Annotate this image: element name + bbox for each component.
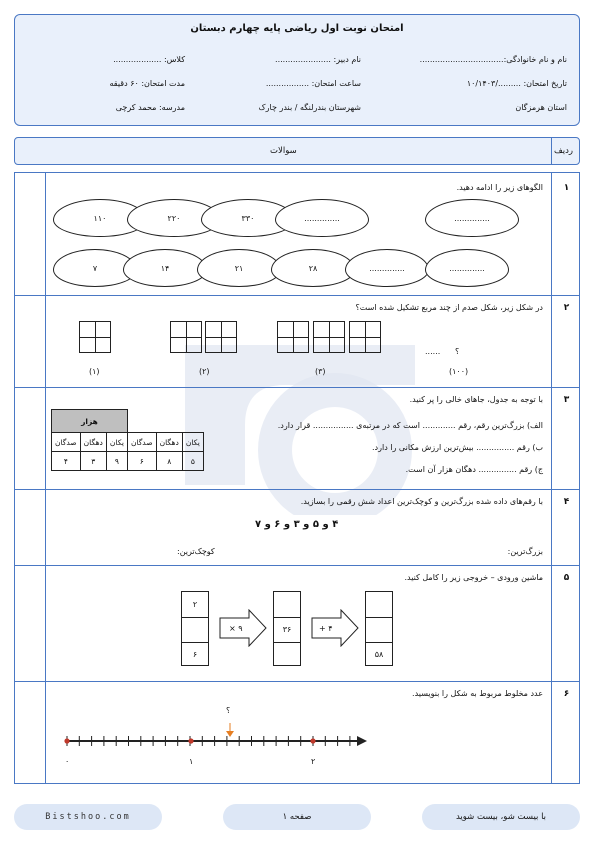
table-cell: ۵ xyxy=(182,452,203,471)
site-link[interactable]: Bistshoo.com xyxy=(14,804,162,830)
square-figure xyxy=(349,321,381,353)
square-figure xyxy=(277,321,309,353)
machine-cell: ۳۶ xyxy=(274,617,300,643)
table-cell: ۳ xyxy=(80,452,106,471)
machine-cell xyxy=(274,642,300,667)
machine-cell xyxy=(366,617,392,643)
class-field: کلاس: ................... xyxy=(113,55,185,64)
marker-label: ؟ xyxy=(226,706,231,715)
pattern-cell: ۲۲۰ xyxy=(127,199,221,237)
given-digits: ۴ و ۵ و ۳ و ۶ و ۷ xyxy=(255,519,339,530)
figure-label: (۱) xyxy=(89,367,100,376)
school-field: مدرسه: محمد کرچی xyxy=(115,103,185,112)
question-number: ۴ xyxy=(563,497,570,507)
table-header: یکان xyxy=(106,433,127,452)
question-part-b: ب) رقم ............... بیش‌ترین ارزش مکانی را دارد. xyxy=(372,443,543,452)
figure-label: (۱۰۰) xyxy=(449,367,469,376)
divider xyxy=(15,565,579,566)
table-header: دهگان xyxy=(80,433,106,452)
largest-label: بزرگ‌ترین: xyxy=(507,547,543,556)
questions-label: سوالات xyxy=(270,146,297,156)
table-cell: ۹ xyxy=(106,452,127,471)
table-header: صدگان xyxy=(52,433,81,452)
pattern-cell: ۲۸ xyxy=(271,249,355,287)
pattern-cell: .............. xyxy=(425,199,519,237)
output-column xyxy=(365,591,393,666)
exam-title: امتحان نوبت اول ریاضی پایه چهارم دبستان xyxy=(190,23,404,34)
figure-label: (۳) xyxy=(315,367,326,376)
table-header: دهگان xyxy=(156,433,182,452)
place-value-table xyxy=(51,409,204,471)
smallest-label: کوچک‌ترین: xyxy=(177,547,215,556)
pattern-cell: ۱۱۰ xyxy=(53,199,147,237)
question-text: در شکل زیر، شکل صدم از چند مربع تشکیل شده است؟ xyxy=(355,303,543,312)
exam-date-field: تاریخ امتحان: ........./۱۰/۱۴۰۳ xyxy=(466,79,567,88)
number-line xyxy=(55,721,375,751)
tick-label: ۰ xyxy=(65,757,70,766)
question-number: ۵ xyxy=(563,573,570,583)
table-cell: ۸ xyxy=(156,452,182,471)
operation-label: ۹ × xyxy=(229,624,243,633)
question-text: با رقم‌های داده شده بزرگ‌ترین و کوچک‌ترین اعداد شش رقمی را بسازید. xyxy=(300,497,543,506)
row-label: ردیف xyxy=(553,146,573,156)
table-cell: ۶ xyxy=(127,452,156,471)
city-field: شهرستان بندرلنگه / بندر چارک xyxy=(258,103,361,112)
pattern-cell: .............. xyxy=(425,249,509,287)
questions-table xyxy=(14,172,580,784)
divider xyxy=(15,681,579,682)
machine-cell: ۶ xyxy=(192,650,198,659)
duration-field: مدت امتحان: ۶۰ دقیقه xyxy=(109,79,185,88)
divider xyxy=(45,173,46,783)
question-text: با توجه به جدول، جاهای خالی را پر کنید. xyxy=(409,395,543,404)
operation-label: ۴ + xyxy=(319,624,333,633)
square-figure xyxy=(205,321,237,353)
pattern-cell: .............. xyxy=(345,249,429,287)
table-cell: ۴ xyxy=(52,452,81,471)
divider xyxy=(15,295,579,296)
pattern-cell: ۲۱ xyxy=(197,249,281,287)
province-field: استان هرمزگان xyxy=(515,103,567,112)
machine-cell: ۲ xyxy=(182,592,208,618)
tick-label: ۲ xyxy=(311,757,316,766)
machine-cell: ۵۸ xyxy=(374,650,384,659)
input-column xyxy=(181,591,209,666)
figure-label: (۲) xyxy=(199,367,210,376)
question-number: ۳ xyxy=(563,395,570,405)
slogan: با بیست شو، بیست شوید xyxy=(422,804,580,830)
pattern-cell: ۳۳۰ xyxy=(201,199,295,237)
question-part-c: ج) رقم ............... دهگان هزار آن است. xyxy=(405,465,543,474)
divider xyxy=(15,387,579,388)
question-part-a: الف) بزرگ‌ترین رقم، رقم ............. است که در مرتبه‌ی ................ قرار دارد. xyxy=(277,421,543,430)
pattern-cell: .............. xyxy=(275,199,369,237)
table-group-header: هزار xyxy=(52,410,128,433)
tick-label: ۱ xyxy=(189,757,194,766)
empty-cell xyxy=(127,410,203,433)
question-text: عدد مخلوط مربوط به شکل را بنویسید. xyxy=(412,689,543,698)
square-figure xyxy=(79,321,111,353)
question-text: ماشین ورودی – خروجی زیر را کامل کنید. xyxy=(404,573,543,582)
square-figure xyxy=(170,321,202,353)
multiply-arrow xyxy=(219,609,267,647)
square-figure xyxy=(313,321,345,353)
machine-cell xyxy=(182,617,208,643)
question-number: ۱ xyxy=(563,183,570,193)
machine-cell xyxy=(366,592,392,618)
teacher-name-field: نام دبیر: ...................... xyxy=(275,55,361,64)
machine-cell xyxy=(274,592,300,618)
pattern-cell: ۱۴ xyxy=(123,249,207,287)
question-text: الگوهای زیر را ادامه دهید. xyxy=(456,183,543,192)
middle-column xyxy=(273,591,301,666)
question-mark: ؟ xyxy=(455,347,460,356)
page-number: صفحه ۱ xyxy=(223,804,371,830)
table-header: صدگان xyxy=(127,433,156,452)
question-number: ۲ xyxy=(563,303,570,313)
divider xyxy=(15,489,579,490)
answer-blank: ...... xyxy=(425,347,441,356)
pattern-cell: ۷ xyxy=(53,249,137,287)
question-number: ۶ xyxy=(563,689,570,699)
table-header: یکان xyxy=(182,433,203,452)
exam-time-field: ساعت امتحان: ................. xyxy=(265,79,361,88)
questions-table-head xyxy=(14,137,580,165)
student-name-field: نام و نام خانوادگی:................................. xyxy=(419,55,567,64)
divider xyxy=(551,138,552,164)
exam-header xyxy=(14,14,580,126)
